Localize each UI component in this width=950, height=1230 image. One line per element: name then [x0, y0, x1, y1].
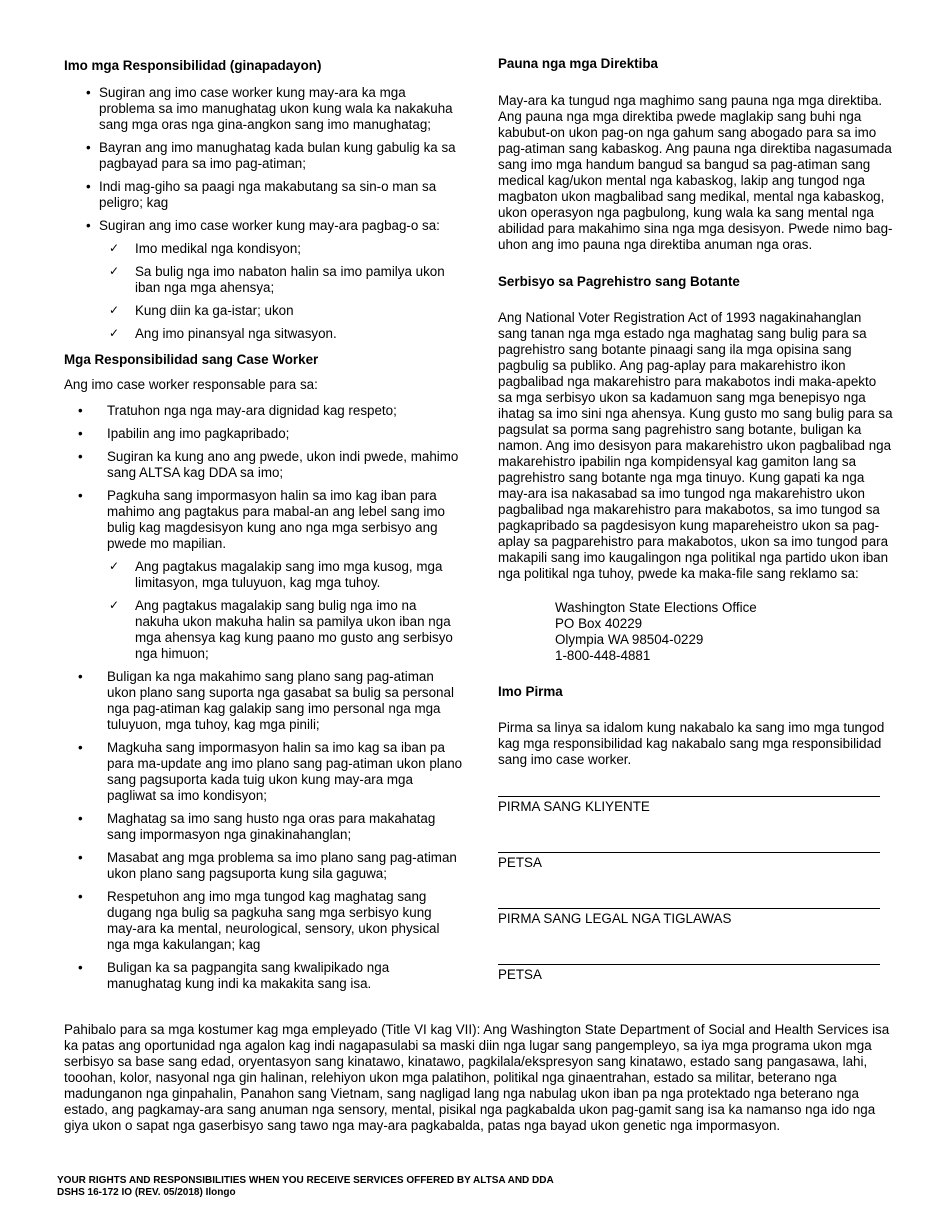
check-item: ✓ Sa bulig nga imo nabaton halin sa imo pamilya ukon iban nga mga ahensya; — [64, 264, 464, 296]
case-worker-list-a — [64, 403, 464, 552]
case-worker-list-b — [64, 669, 464, 992]
list-item: • Buligan ka sa pagpangita sang kwalipikado nga manughatag kung indi ka makakita sang isa. — [64, 960, 464, 992]
nondiscrimination-notice: Pahibalo para sa mga kostumer kag mga empleyado (Title VI kag VII): Ang Washington State Department of Social and Health Services isa ka patas ang oportunidad nga agalon kag indi nagapasulabi sa maski diin nga lugar sang pangempleyo, sa iya mga programa ukon mga serbisyo sa base sang edad, oryentasyon sang kinatawo, kinatawo, pagkilala/ekspresyon sang kinatawo, estado sang pangasawa, lahi, tooohan, kolor, nasyonal nga gin halinan, relehiyon ukon mga palatihon, politikal nga ginaentrahan, estado sa militar, beterano nga madunganon nga ginpahalin, Panahon sang Vietnam, sang nagligad lang nga nabulag ukon iban pa nga protektado nga beterano nga estado, ang pagkamay-ara sang anuman nga sensory, mental, pisikal nga pagkabalda ukon pag-gamit sang isa ka namanso nga ido nga giya ukon o sapat nga gaserbisyo sang tawo nga may-ara pagkabalda, patas nga bayad ukon genetic nga impormasyon. — [64, 1022, 890, 1133]
list-item: • Buligan ka nga makahimo sang plano sang pag-atiman ukon plano sang suporta nga gasabat sa bulig sa personal nga pag-atiman kag galakip sang imo personal nga mga tuluyuon, mga tuhoy, kag mga pinili; — [64, 669, 464, 733]
list-item: • Masabat ang mga problema sa imo plano sang pag-atiman ukon plano sang pagsuporta kung sila gaguwa; — [64, 850, 464, 882]
client-responsibilities-heading: Imo mga Responsibilidad (ginapadayon) — [64, 58, 322, 73]
list-item: • Ipabilin ang imo pagkapribado; — [64, 426, 464, 442]
signature-heading: Imo Pirma — [498, 684, 563, 699]
check-item: ✓ Imo medikal nga kondisyon; — [64, 241, 464, 257]
check-item: ✓ Ang pagtakus magalakip sang bulig nga imo na nakuha ukon makuha halin sa pamilya ukon iban nga mga ahensya kag kung paano mo gusto ang serbisyo nga himuon; — [64, 598, 464, 662]
voter-registration-heading: Serbisyo sa Pagrehistro sang Botante — [498, 274, 740, 289]
list-item: • Magkuha sang impormasyon halin sa imo kag sa iban pa para ma-update ang imo plano sang pag-atiman ukon plano sang pagsuporta kada tuig ukon kung may-ara mga pagliwat sa imo kondisyon; — [64, 740, 464, 804]
address-line: PO Box 40229 — [555, 616, 643, 631]
list-item: • Respetuhon ang imo mga tungod kag maghatag sang dugang nga bulig sa pagkuha sang mga serbisyo kung may-ara ka mental, neurological, sensory, ukon physical nga mga kakulangan; kag — [64, 889, 464, 953]
check-item: ✓ Ang pagtakus magalakip sang imo mga kusog, mga limitasyon, mga tuluyuon, kag mga tuhoy. — [64, 559, 464, 591]
list-item: • Tratuhon nga nga may-ara dignidad kag respeto; — [64, 403, 464, 419]
list-item: • Pagkuha sang impormasyon halin sa imo kag iban para mahimo ang pagtakus para mabal-an ang lebel sang imo bulig kag magdesisyon kung ano nga mga serbisyo ang pwede mo mapilian. — [64, 488, 464, 552]
advance-directives-text: May-ara ka tungud nga maghimo sang pauna nga mga direktiba. Ang pauna nga mga direktiba pwede maglakip sang buhi nga kabubut-on ukon pag-on nga gahum sang abogado para sa imo pag-atiman sang kabaskog. Ang pauna nga direktiba nagasumada sang imo mga handum bangud sa bangud sa pag-atiman sang medical kag/ukon mental nga kabaskog, lakip ang tungod nga magbaton ukon magbalibad sang medikal, mental nga kabaskog, ukon operasyon nga pagbulong, kung wala ka sang mental nga abilidad para makahimo sina nga mga desisyon. Pwede nimo bag-uhon ang imo pauna nga direktiba anuman nga oras. — [498, 93, 893, 252]
check-item: ✓ Ang imo pinansyal nga sitwasyon. — [64, 326, 464, 342]
signature-instructions: Pirma sa linya sa idalom kung nakabalo ka sang imo mga tungod kag mga responsibilidad kag nakabalo sang mga responsibilidad sang imo case worker. — [498, 720, 885, 767]
client-date-field[interactable] — [498, 852, 880, 871]
list-item: • Indi mag-giho sa paagi nga makabutang sa sin-o man sa peligro; kag — [64, 179, 464, 211]
date-label: PETSA — [498, 855, 542, 870]
guardian-signature-label: PIRMA SANG LEGAL NGA TIGLAWAS — [498, 911, 732, 926]
form-title: YOUR RIGHTS AND RESPONSIBILITIES WHEN YOU RECEIVE SERVICES OFFERED BY ALTSA AND DDA — [57, 1175, 554, 1186]
guardian-date-field[interactable] — [498, 964, 880, 983]
case-worker-intro: Ang imo case worker responsable para sa: — [64, 377, 318, 392]
client-signature-field[interactable] — [498, 796, 880, 815]
phone-number: 1-800-448-4881 — [555, 648, 651, 663]
list-item: • Sugiran ang imo case worker kung may-ara ka mga problema sa imo manughatag ukon kung wala ka nakakuha sang mga oras nga gina-angkon sang imo manughatag; — [64, 85, 464, 133]
form-footer — [57, 1175, 554, 1199]
address-line: Olympia WA 98504-0229 — [555, 632, 704, 647]
form-number: DSHS 16-172 IO (REV. 05/2018) Ilongo — [57, 1187, 236, 1198]
client-signature-label: PIRMA SANG KLIYENTE — [498, 799, 650, 814]
guardian-signature-field[interactable] — [498, 908, 880, 927]
list-item: • Sugiran ang imo case worker kung may-ara pagbag-o sa: — [64, 218, 464, 234]
list-item: • Sugiran ka kung ano ang pwede, ukon indi pwede, mahimo sang ALTSA kag DDA sa imo; — [64, 449, 464, 481]
advance-directives-heading: Pauna nga mga Direktiba — [498, 56, 658, 71]
address-line: Washington State Elections Office — [555, 600, 757, 615]
list-item: • Bayran ang imo manughatag kada bulan kung gabulig ka sa pagbayad para sa imo pag-atiman; — [64, 140, 464, 172]
list-item: • Maghatag sa imo sang husto nga oras para makahatag sang impormasyon nga ginakinahanglan; — [64, 811, 464, 843]
left-column — [64, 58, 464, 999]
right-column — [498, 56, 893, 983]
client-responsibilities-list — [64, 85, 464, 234]
assessment-checklist — [64, 559, 464, 662]
client-change-checklist — [64, 241, 464, 342]
case-worker-heading: Mga Responsibilidad sang Case Worker — [64, 352, 319, 367]
voter-registration-text: Ang National Voter Registration Act of 1993 nagakinahanglan sang tanan nga mga estado nga maghatag sang bulig para sa pagrehistro sang botante pinaagi sang ila mga opisina sang pagbulig sa publiko. Ang pag-aplay para makarehistro ikon pagbalibad nga makarehistro para makabotos indi maka-apekto sa mga serbisyo ukon sa kadamuon sang mga benepisyo nga ihatag sa imo sini nga ahensya. Kung gusto mo sang bulig para sa pagsulat sa porma sang pagrehistro sang botante, buligan ka namon. Ang imo desisyon para makarehistro ukon pagbalibad nga makarehistro ipabilin nga kompidensyal kag gamiton lang sa pagrehistro sang botante nga mga tinuyo. Kung gapati ka nga may-ara isa nakasabad sa imo tungod nga makarehistro ukon pagbalibad nga makarehistro para makabotos, sa imo tungod sa pagkapribado sa pagdesisyon kung mapareheistro ukon sa pag-aplay sa pagparehistro para makabotos, ukon sa imo tungod para makapili sang imo kaugalingon nga politikal nga partido ukon iban nga politikal nga tuhoy, pwede ka maka-file sang reklamo sa: — [498, 310, 893, 581]
check-item: ✓ Kung diin ka ga-istar; ukon — [64, 303, 464, 319]
date-label: PETSA — [498, 967, 542, 982]
elections-office-address — [555, 600, 893, 664]
